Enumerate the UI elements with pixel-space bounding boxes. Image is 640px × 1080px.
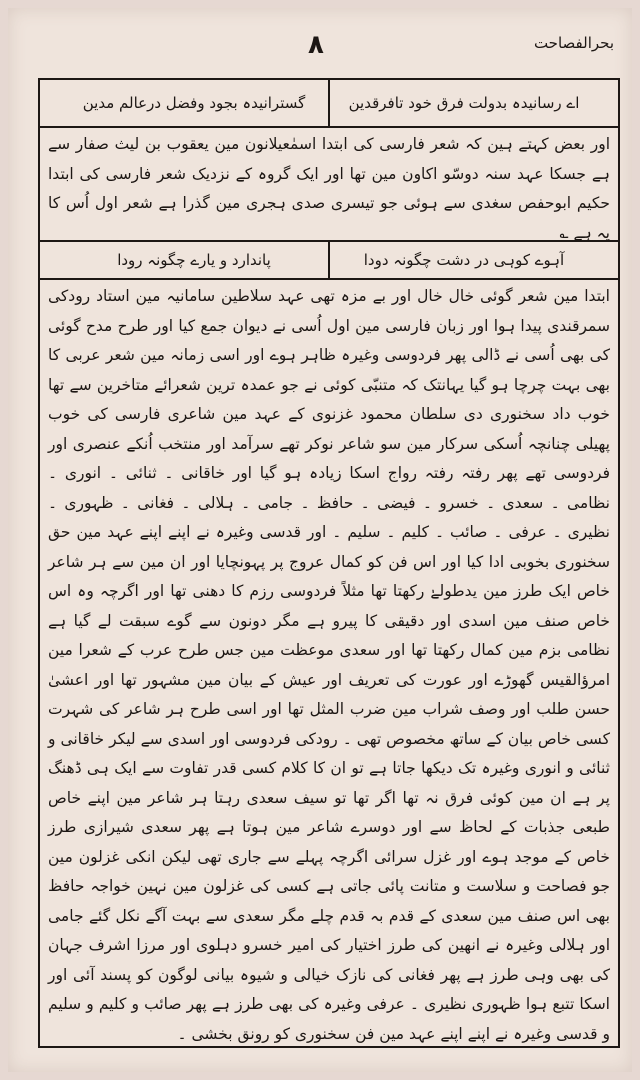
main-paragraph: ابتدا مین شعر گوئی خال خال اور بے مزہ تھی عہد سلاطین سامانیہ مین استاد رودکی سمرقندی پیدا ہوا اور زبان فارسی مین اول اُسی نے دیوان جمع کیا اور طرح مدح گوئی کی بھی اُسی نے ڈالی پھر فردوسی وغیرہ ظاہر ہوے اور اسی زمانہ مین شعر عربی کا بھی بہت چرچا ہو گیا یہانتک کہ متنبّی کوئی نے جو عمدہ ترین شعرائے متاخرین سے تھا خوب داد سخنوری دی سلطان محمود غزنوی کے عہد مین شاعری فارسی کی خوب پھیلی چنانچہ اُسکی سرکار مین سو شاعر نوکر تھے سرآمد اور منتخب اُنکے عنصری اور فردوسی تھے پھر رفتہ رفتہ رواج اسکا زیادہ ہو گیا اور خاقانی ۔ ثنائی ۔ انوری ۔ نظامی ۔ سعدی ۔ خسرو ۔ فیضی ۔ حافظ ۔ جامی ۔ ہلالی ۔ فغانی ۔ ظہوری ۔ نظیری ۔ عرفی ۔ صائب ۔ کلیم ۔ سلیم ۔ اور قدسی وغیرہ نے اپنے اپنے عہد مین حق سخنوری بخوبی ادا کیا اور اس فن کو کمال عروج پر پہونچایا اور ان مین سے ہر شاعر خاص ایک طرز مین یدطولےٰ رکھتا تھا مثلاً فردوسی رزم کا دھنی تھا اور اگرچہ وہ اس خاص صنف مین اسدی اور دقیقی کا پیرو ہے مگر دونون سے گوے سبقت لے گیا ہے نظامی بزم مین کمال رکھتا تھا اور سعدی موعظت مین جس طرح عرب کے شعرا مین امرؤالقیس گھوڑے اور عورت کی تعریف اور عیش کے بیان مین مشہور تھا اور اعشیٰ حسن طلب اور وصف شراب مین ضرب المثل تھا اور اسی طرح ہر شاعر کی شہرت کسی خاص بیان کے ساتھ مخصوص تھی ۔ رودکی فردوسی اور اسدی سے لیکر خاقانی و ثنائی و انوری وغیرہ تک دیکھا جاتا ہے تو ان کا کلام کسی قدر تفاوت سے ایک ہی ڈھنگ پر ہے ان مین کوئی فرق نہ تھا اگر تھا تو سیف سعدی رہتا ہر شاعر مین اپنے خاص طبعی جذبات کے لحاظ سے اور دوسرے شاعر مین ہوتا ہے پھر سعدی شیرازی طرز خاص کے موجد ہوے اور غزل سرائی اگرچہ پہلے سے جاری تھی لیکن انکی غزلون مین جو فصاحت و سلاست و متانت پائی جاتی ہے کسی کی غزلون مین نہین خواجہ حافظ بھی اس صنف مین سعدی کے قدم بہ قدم چلے مگر سعدی سے بہت آگے نکل گئے جامی اور ہلالی وغیرہ نے انھین کی طرز اختیار کی امیر خسرو دہلوی اور مرزا اشرف جہان کی بھی وہی طرز ہے پھر فغانی کی نازک خیالی و شیوہ بیانی لوگون کو پسند آئی اور اسکا تتبع ہوا ظہوری نظیری ۔ عرفی وغیرہ کی بھی طرز ہے پھر صائب و کلیم و سلیم و قدسی وغیرہ نے اپنے اپنے عہد مین فن سخنوری کو رونق بخشی ۔ <box>48 287 610 1043</box>
page-header <box>8 8 632 68</box>
verse-box-middle <box>40 240 618 280</box>
verse-misra-right: اے رسانیدہ بدولت فرق خود تافرقدین <box>348 94 580 112</box>
verse-misra-left: گسترانیدہ بجود وفضل درعالم مدین <box>60 80 330 126</box>
intro-paragraph: اور بعض کہتے ہین کہ شعر فارسی کی ابتدا اسمٰعیلانون مین یعقوب بن لیث صفار سے ہے جسکا عہد سنہ دوسّو اکاون مین تھا اور ایک گروہ کے نزدیک شعر فارسی کی ابتدا حکیم ابوحفص سغدی سے ہوئی جو تیسری صدی ہجری مین گذرا ہے شعر اول اُس کا یہ ہے ؎ <box>48 135 610 242</box>
book-title: بحرالفصاحت <box>533 34 614 52</box>
verse-box-edge-right <box>598 80 618 126</box>
page-number: ۸ <box>308 30 324 60</box>
verse-box-top <box>40 80 618 128</box>
verse-box-edge-right <box>598 242 618 278</box>
manuscript-page <box>8 8 632 1072</box>
verse-box-edge-left <box>40 80 60 126</box>
text-frame <box>38 78 620 1048</box>
verse-box-edge-left <box>40 242 60 278</box>
verse-misra-left: پاندارد و یارے چگونہ رودا <box>60 242 330 278</box>
verse-misra-right: آہوے کوہی در دشت چگونہ دودا <box>363 251 565 269</box>
